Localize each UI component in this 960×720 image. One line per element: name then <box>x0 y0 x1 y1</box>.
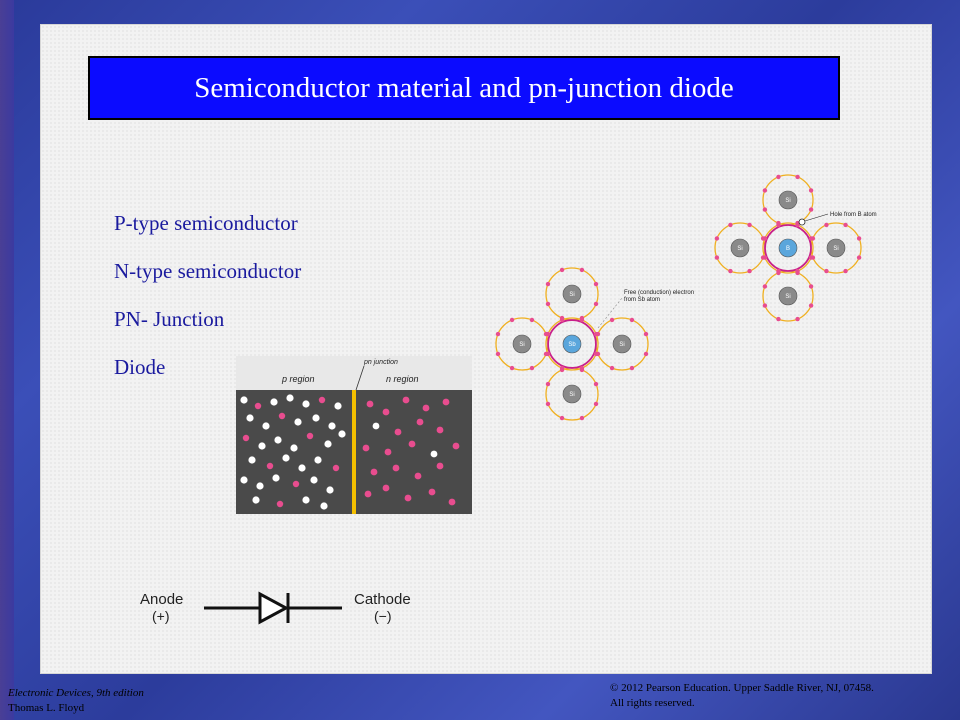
si-atom-label: Si <box>619 342 625 348</box>
valence-electron <box>776 175 780 179</box>
copyright: © 2012 Pearson Education. Upper Saddle River, NJ, 07458. <box>610 682 874 694</box>
valence-electron <box>763 303 767 307</box>
valence-electron <box>530 366 534 370</box>
diode-triangle <box>260 594 286 622</box>
sb-annotation-line1: Free (conduction) electron <box>624 290 695 296</box>
hole <box>252 496 259 503</box>
valence-electron <box>747 269 751 273</box>
electron <box>405 495 412 502</box>
hole <box>328 422 335 429</box>
acceptor-ion <box>319 397 325 403</box>
acceptor-ion <box>307 433 313 439</box>
electron <box>395 429 402 436</box>
valence-electron <box>544 332 548 336</box>
electron <box>453 443 460 450</box>
hole <box>310 476 317 483</box>
valence-electron <box>510 366 514 370</box>
valence-electron <box>594 302 598 306</box>
hole <box>334 402 341 409</box>
frame-left-edge <box>0 0 14 720</box>
hole <box>256 482 263 489</box>
valence-electron <box>580 316 584 320</box>
si-atom-label: Si <box>569 392 575 398</box>
hole <box>274 436 281 443</box>
hole <box>282 454 289 461</box>
valence-electron <box>763 207 767 211</box>
si-atom-label: Si <box>785 294 791 300</box>
valence-electron <box>630 318 634 322</box>
hole <box>302 400 309 407</box>
acceptor-ion <box>333 465 339 471</box>
n-region-label: n region <box>386 374 419 384</box>
valence-electron <box>580 268 584 272</box>
p-type-lattice-figure <box>702 158 886 338</box>
valence-electron <box>776 221 780 225</box>
bullet-p-type: P-type semiconductor <box>114 211 298 235</box>
hole <box>298 464 305 471</box>
valence-electron <box>776 317 780 321</box>
hole <box>326 486 333 493</box>
valence-electron <box>544 352 548 356</box>
cathode-label: Cathode <box>354 591 411 608</box>
minority-hole <box>431 451 438 458</box>
electron <box>393 465 400 472</box>
hole <box>290 444 297 451</box>
hole <box>294 418 301 425</box>
hole <box>258 442 265 449</box>
electron <box>415 473 422 480</box>
acceptor-ion <box>267 463 273 469</box>
diode-symbol <box>132 584 432 634</box>
electron <box>363 445 370 452</box>
acceptor-ion <box>243 435 249 441</box>
valence-electron <box>580 416 584 420</box>
valence-electron <box>747 223 751 227</box>
anode-label: Anode <box>140 591 184 608</box>
center-atom-label: Sb <box>568 342 576 348</box>
acceptor-ion <box>255 403 261 409</box>
rights: All rights reserved. <box>610 697 695 709</box>
minority-hole <box>373 423 380 430</box>
valence-electron <box>580 368 584 372</box>
b-annotation: Hole from B atom <box>830 212 877 218</box>
valence-electron <box>630 366 634 370</box>
title-banner <box>88 56 840 120</box>
acceptor-ion <box>293 481 299 487</box>
electron <box>449 499 456 506</box>
valence-electron <box>843 223 847 227</box>
electron <box>385 449 392 456</box>
valence-electron <box>496 352 500 356</box>
valence-electron <box>496 332 500 336</box>
electron <box>417 419 424 426</box>
valence-electron <box>809 284 813 288</box>
valence-electron <box>644 352 648 356</box>
valence-electron <box>824 223 828 227</box>
valence-electron <box>763 284 767 288</box>
anode-sign: (+) <box>152 608 170 624</box>
hole <box>262 422 269 429</box>
si-atom-label: Si <box>737 246 743 252</box>
junction-label: pn junction <box>364 359 398 366</box>
valence-electron <box>761 236 765 240</box>
valence-electron <box>594 402 598 406</box>
bullet-n-type: N-type semiconductor <box>114 259 302 283</box>
valence-electron <box>811 255 815 259</box>
valence-electron <box>596 332 600 336</box>
valence-electron <box>824 269 828 273</box>
sb-annotation-line2: from Sb atom <box>624 297 661 303</box>
footer-right <box>610 681 874 711</box>
hole <box>240 396 247 403</box>
valence-electron <box>843 269 847 273</box>
hole <box>312 414 319 421</box>
valence-electron <box>809 207 813 211</box>
free-electron-path <box>598 298 622 328</box>
electron <box>423 405 430 412</box>
junction-line <box>352 390 356 514</box>
valence-electron <box>596 352 600 356</box>
hole <box>246 414 253 421</box>
electron <box>409 441 416 448</box>
electron <box>443 399 450 406</box>
acceptor-ion <box>279 413 285 419</box>
valence-electron <box>715 236 719 240</box>
valence-electron <box>546 402 550 406</box>
valence-electron <box>560 316 564 320</box>
hole <box>324 440 331 447</box>
valence-electron <box>795 175 799 179</box>
valence-electron <box>560 416 564 420</box>
pn-junction-figure <box>236 356 472 516</box>
footer-left <box>8 686 144 716</box>
valence-electron <box>809 188 813 192</box>
hole <box>314 456 321 463</box>
author: Thomas L. Floyd <box>8 702 85 714</box>
valence-electron <box>761 255 765 259</box>
valence-electron <box>546 282 550 286</box>
valence-electron <box>728 269 732 273</box>
hole-marker <box>799 219 805 225</box>
n-type-lattice-figure <box>486 258 698 428</box>
valence-electron <box>510 318 514 322</box>
hole <box>338 430 345 437</box>
valence-electron <box>809 303 813 307</box>
valence-electron <box>776 271 780 275</box>
electron <box>365 491 372 498</box>
valence-electron <box>560 368 564 372</box>
valence-electron <box>644 332 648 336</box>
valence-electron <box>795 317 799 321</box>
valence-electron <box>560 268 564 272</box>
slide-title: Semiconductor material and pn-junction diode <box>194 71 734 104</box>
valence-electron <box>594 282 598 286</box>
bullet-pn-junction: PN- Junction <box>114 307 225 331</box>
valence-electron <box>715 255 719 259</box>
hole <box>248 456 255 463</box>
valence-electron <box>610 366 614 370</box>
hole <box>270 398 277 405</box>
valence-electron <box>546 302 550 306</box>
valence-electron <box>857 255 861 259</box>
acceptor-ion <box>277 501 283 507</box>
p-region-label: p region <box>282 374 315 384</box>
hole <box>302 496 309 503</box>
electron <box>383 409 390 416</box>
electron <box>437 463 444 470</box>
valence-electron <box>795 271 799 275</box>
valence-electron <box>728 223 732 227</box>
si-atom-label: Si <box>785 198 791 204</box>
valence-electron <box>546 382 550 386</box>
valence-electron <box>857 236 861 240</box>
valence-electron <box>811 236 815 240</box>
electron <box>403 397 410 404</box>
valence-electron <box>763 188 767 192</box>
valence-electron <box>610 318 614 322</box>
si-atom-label: Si <box>833 246 839 252</box>
si-atom-label: Si <box>569 292 575 298</box>
hole <box>272 474 279 481</box>
center-atom-label: B <box>785 246 791 252</box>
valence-electron <box>530 318 534 322</box>
hole <box>240 476 247 483</box>
bullet-diode: Diode <box>114 355 166 379</box>
valence-electron <box>594 382 598 386</box>
electron <box>437 427 444 434</box>
electron <box>367 401 374 408</box>
hole <box>320 502 327 509</box>
hole <box>286 394 293 401</box>
book-title: Electronic Devices, 9th edition <box>8 687 144 699</box>
cathode-sign: (−) <box>374 608 392 624</box>
electron <box>429 489 436 496</box>
si-atom-label: Si <box>519 342 525 348</box>
electron <box>383 485 390 492</box>
electron <box>371 469 378 476</box>
